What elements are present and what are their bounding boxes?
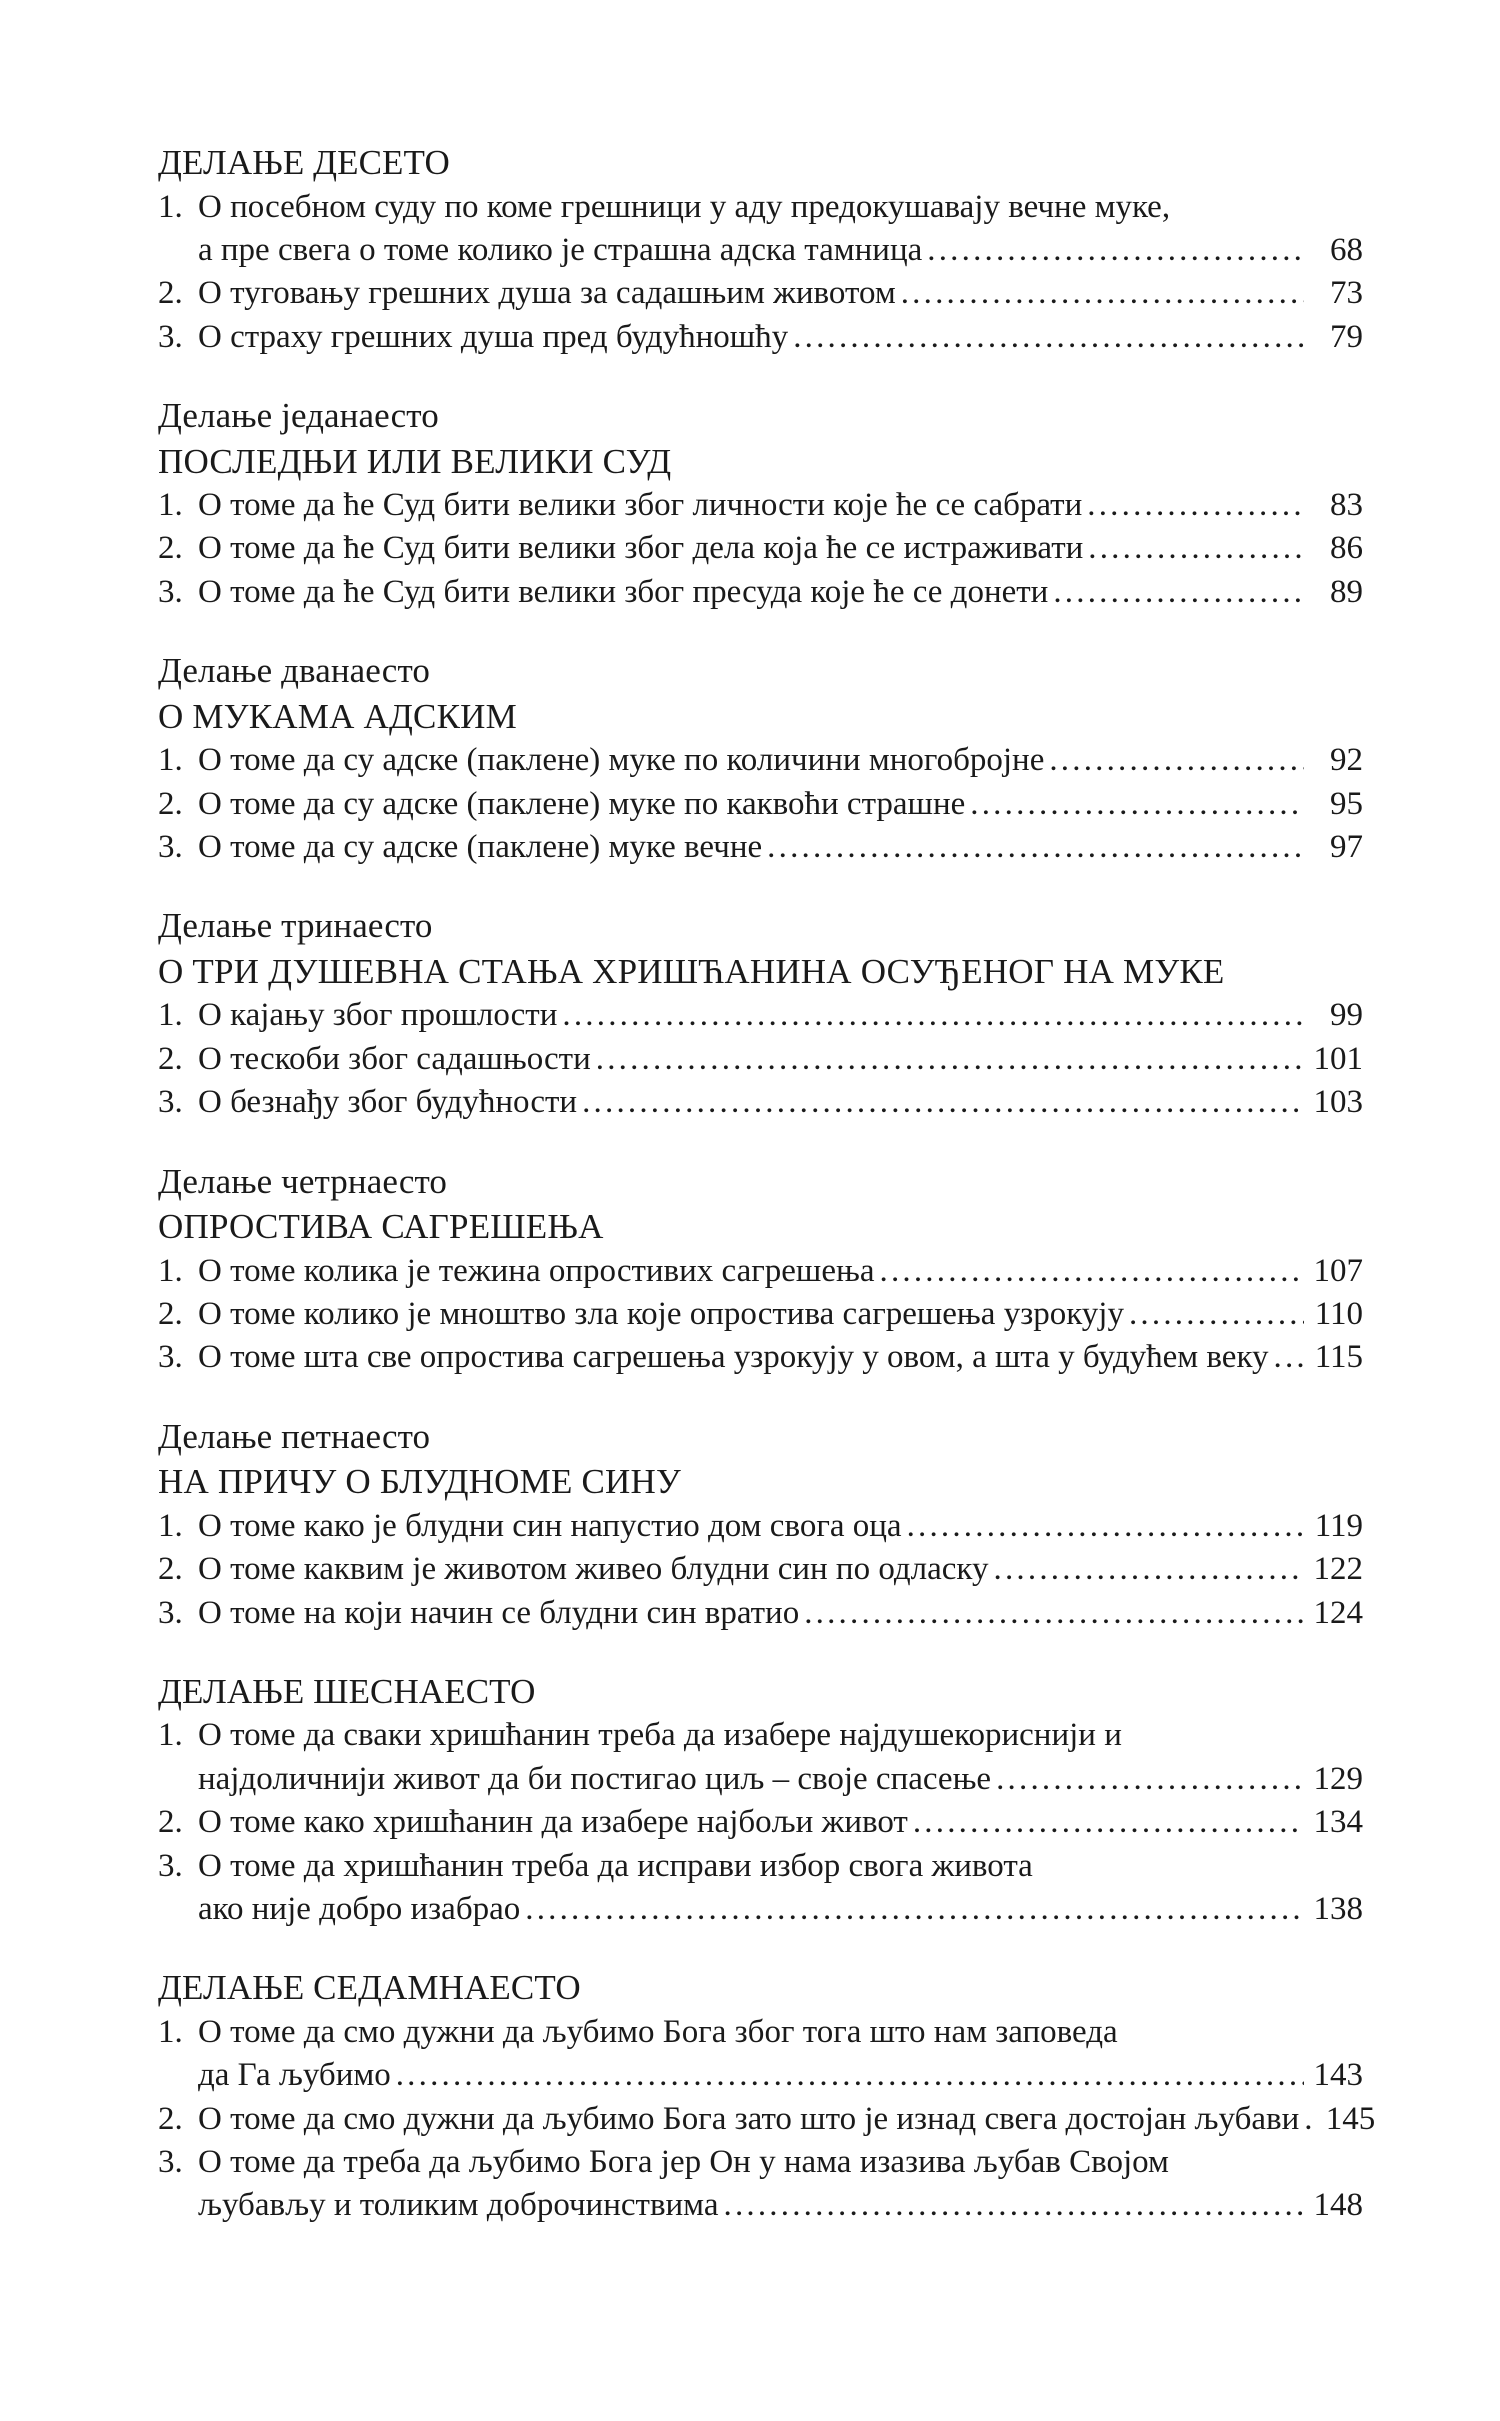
entry-number: 1. [158,1717,183,1754]
table-of-contents [158,140,1376,2228]
entry-page-number: 83 [1330,487,1363,524]
entry-number: 1. [158,1252,183,1289]
entry-line [158,1714,1363,1757]
dot-leader [927,229,1304,272]
toc-section [158,140,1363,359]
section-title: О ТРИ ДУШЕВНА СТАЊА ХРИШЋАНИНА ОСУЂЕНОГ НА МУКЕ [158,951,1225,991]
entry-page-number: 110 [1314,1295,1363,1332]
entry-number: 3. [158,573,183,610]
dot-leader [804,1592,1304,1635]
entry-text: О страху грешних душа пред будућношћу [198,318,789,355]
entry-text: О томе колика је тежина опростивих сагрешења [198,1252,875,1289]
section-label: Делање четрнаесто [158,1161,448,1201]
entry-number: 2. [158,1040,183,1077]
entry-text: О туговању грешних душа за садашњим животом [198,275,896,312]
entry-line [158,1505,1363,1548]
entry-text: О томе да сваки хришћанин треба да изабере најдушекориснији и [198,1717,1122,1754]
entry-number: 1. [158,487,183,524]
entry-text: О тескоби због садашњости [198,1040,591,1077]
entry-number: 1. [158,742,183,779]
toc-entry[interactable] [158,826,1363,869]
entry-page-number: 103 [1313,1084,1363,1121]
dot-leader [724,2184,1305,2227]
entry-line [158,1888,1363,1931]
toc-entry[interactable] [158,1548,1363,1591]
entry-text: да Га љубимо [198,2057,391,2094]
entry-line [158,826,1363,869]
entry-text: О безнађу због будућности [198,1084,578,1121]
entry-page-number: 122 [1313,1551,1363,1588]
entry-line [158,739,1363,782]
entry-text: О томе да ће Суд бити велики због дела која ће се истраживати [198,530,1084,567]
entry-text: О томе да су адске (паклене) муке вечне [198,829,763,866]
entry-page-number: 86 [1330,530,1363,567]
dot-leader [1304,2098,1316,2141]
section-label: ДЕЛАЊЕ СЕДАМНАЕСТО [158,1968,581,2008]
entry-page-number: 101 [1313,1040,1363,1077]
entry-text: О посебном суду по коме грешници у аду предокушавају вечне муке, [198,188,1171,225]
dot-leader [767,826,1304,869]
section-title: ПОСЛЕДЊИ ИЛИ ВЕЛИКИ СУД [158,441,672,481]
section-label: ДЕЛАЊЕ ДЕСЕТО [158,143,450,182]
toc-entry[interactable] [158,1081,1363,1124]
dot-leader [1053,571,1304,614]
entry-page-number: 115 [1314,1339,1363,1376]
entry-page-number: 68 [1330,231,1363,268]
entry-text: О томе да треба да љубимо Бога јер Он у нама изазива љубав Својом [198,2144,1169,2181]
toc-section [158,1669,1363,1931]
entry-text: љубављу и толиким доброчинствима [198,2187,719,2224]
entry-text: О томе како је блудни син напустио дом свога оца [198,1507,902,1544]
entry-number: 3. [158,2144,183,2181]
entry-text: О томе каквим је животом живео блудни син по одласку [198,1551,989,1588]
entry-line [158,2054,1363,2097]
dot-leader [1049,739,1304,782]
entry-page-number: 99 [1330,997,1363,1034]
toc-entry[interactable] [158,1592,1363,1635]
dot-leader [596,1038,1304,1081]
entry-line [158,316,1363,359]
dot-leader [996,1758,1304,1801]
entry-number: 1. [158,188,183,225]
toc-section [158,1414,1363,1635]
toc-section [158,393,1363,614]
entry-line [158,1081,1363,1124]
entry-line [158,1592,1363,1635]
entry-line [158,527,1363,570]
section-label: Делање петнаесто [158,1416,431,1456]
entry-list [158,1250,1363,1380]
entry-line [158,484,1363,527]
entry-text: О томе како хришћанин да изабере најбољи живот [198,1804,908,1841]
toc-entry[interactable] [158,2011,1363,2098]
toc-entry[interactable] [158,783,1363,826]
entry-page-number: 79 [1330,318,1363,355]
entry-line [158,994,1363,1037]
toc-section [158,648,1363,869]
dot-leader [907,1505,1304,1548]
dot-leader [880,1250,1305,1293]
section-label: Делање једанаесто [158,396,439,436]
entry-page-number: 148 [1313,2187,1363,2224]
entry-number: 2. [158,530,183,567]
dot-leader [1088,527,1304,570]
toc-entry[interactable] [158,527,1363,570]
toc-entry[interactable] [158,1250,1363,1293]
entry-line [158,2098,1376,2141]
toc-entry[interactable] [158,316,1363,359]
entry-number: 3. [158,1084,183,1121]
entry-number: 1. [158,997,183,1034]
dot-leader [1129,1293,1304,1336]
entry-text: О томе да хришћанин треба да исправи избор свога живота [198,1847,1033,1884]
entry-line [158,1293,1363,1336]
entry-number: 3. [158,1594,183,1631]
toc-entry[interactable] [158,1293,1363,1336]
toc-entry[interactable] [158,1038,1363,1081]
entry-line [158,272,1363,315]
toc-entry[interactable] [158,2141,1363,2228]
entry-line [158,571,1363,614]
entry-text: најдоличнији живот да би постигао циљ – своје спасење [198,1760,992,1797]
entry-line [158,1845,1363,1888]
entry-page-number: 124 [1313,1594,1363,1631]
section-title: ОПРОСТИВА САГРЕШЕЊА [158,1207,604,1247]
entry-number: 2. [158,1804,183,1841]
toc-entry[interactable] [158,272,1363,315]
entry-page-number: 129 [1313,1760,1363,1797]
entry-number: 1. [158,1507,183,1544]
toc-section [158,1159,1363,1380]
toc-entry[interactable] [158,994,1363,1037]
section-title: НА ПРИЧУ О БЛУДНОМЕ СИНУ [158,1462,681,1502]
toc-entry[interactable] [158,1505,1363,1548]
entry-page-number: 92 [1330,742,1363,779]
entry-page-number: 143 [1313,2057,1363,2094]
toc-entry[interactable] [158,2098,1376,2141]
entry-list [158,994,1363,1124]
entry-list [158,739,1363,869]
entry-text: ако није добро изабрао [198,1890,521,1927]
dot-leader [525,1888,1304,1931]
entry-line [158,229,1363,272]
entry-line [158,1336,1363,1379]
entry-text: О томе да смо дужни да љубимо Бога због тога што нам заповеда [198,2013,1118,2050]
dot-leader [562,994,1304,1037]
entry-number: 2. [158,2100,183,2137]
entry-page-number: 89 [1330,573,1363,610]
section-label: Делање дванаесто [158,651,430,691]
dot-leader [582,1081,1304,1124]
dot-leader [1087,484,1304,527]
entry-page-number: 138 [1313,1890,1363,1927]
entry-number: 1. [158,2013,183,2050]
dot-leader [994,1548,1304,1591]
entry-text: О томе да ће Суд бити велики због пресуда које ће се донети [198,573,1049,610]
toc-entry[interactable] [158,484,1363,527]
entry-number: 2. [158,1295,183,1332]
entry-number: 3. [158,1339,183,1376]
entry-text: О томе да су адске (паклене) муке по количини многобројне [198,742,1045,779]
entry-number: 3. [158,829,183,866]
entry-list [158,186,1363,360]
entry-line [158,2141,1363,2184]
entry-number: 2. [158,785,183,822]
entry-line [158,186,1363,229]
section-label: ДЕЛАЊЕ ШЕСНАЕСТО [158,1671,536,1711]
entry-line [158,783,1363,826]
entry-page-number: 97 [1330,829,1363,866]
entry-page-number: 134 [1313,1804,1363,1841]
entry-text: О томе на који начин се блудни син вратио [198,1594,800,1631]
entry-list [158,484,1363,614]
entry-page-number: 95 [1330,785,1363,822]
section-label: Делање тринаесто [158,906,433,946]
entry-text: О томе колико је мноштво зла које опростива сагрешења узрокују [198,1295,1124,1332]
entry-list [158,1714,1363,1931]
entry-page-number: 73 [1330,275,1363,312]
entry-text: а пре свега о томе колико је страшна адска тамница [198,231,923,268]
entry-list [158,2011,1376,2228]
dot-leader [901,272,1304,315]
dot-leader [913,1801,1304,1844]
toc-entry[interactable] [158,571,1363,614]
entry-text: О томе да су адске (паклене) муке по каквоћи страшне [198,785,966,822]
entry-line [158,2184,1363,2227]
toc-entry[interactable] [158,739,1363,782]
entry-line [158,1250,1363,1293]
toc-entry[interactable] [158,1336,1363,1379]
dot-leader [396,2054,1304,2097]
entry-page-number: 145 [1325,2100,1376,2137]
section-title: О МУКАМА АДСКИМ [158,696,517,736]
entry-line [158,1758,1363,1801]
entry-text: О томе да смо дужни да љубимо Бога зато што је изнад свега достојан љубави [198,2100,1300,2137]
entry-number: 3. [158,1847,183,1884]
toc-entry[interactable] [158,186,1363,273]
toc-section [158,1965,1376,2227]
entry-line [158,1548,1363,1591]
entry-text: О томе шта све опростива сагрешења узрокују у овом, а шта у будућем веку [198,1339,1269,1376]
dot-leader [1274,1336,1304,1379]
entry-page-number: 119 [1314,1507,1363,1544]
toc-entry[interactable] [158,1714,1363,1801]
entry-text: О кајању због прошлости [198,997,558,1034]
entry-page-number: 107 [1313,1252,1363,1289]
toc-entry[interactable] [158,1845,1363,1932]
toc-section [158,903,1363,1124]
entry-text: О томе да ће Суд бити велики због личности које ће се сабрати [198,487,1083,524]
entry-line [158,1038,1363,1081]
entry-number: 3. [158,318,183,355]
entry-line [158,1801,1363,1844]
toc-entry[interactable] [158,1801,1363,1844]
entry-line [158,2011,1363,2054]
dot-leader [793,316,1304,359]
entry-list [158,1505,1363,1635]
entry-number: 2. [158,275,183,312]
entry-number: 2. [158,1551,183,1588]
dot-leader [970,783,1304,826]
